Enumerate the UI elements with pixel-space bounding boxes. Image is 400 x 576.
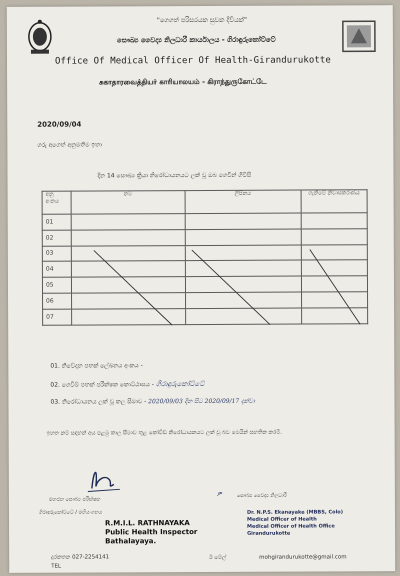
field-quarantine-period-value: 2020/09/03 දින සිට 2020/09/17 දක්වා [148,397,255,406]
letter-date: 2020/09/04 [37,120,82,129]
document-page [7,5,395,573]
row-number: 03 [42,246,71,262]
phi-title: Public Health Inspector [105,528,198,537]
header-address: ලිපිනය [185,190,301,214]
phi-area: Bathalayaya. [105,537,157,546]
phone-number: 027-2254141 [72,554,110,561]
table-caption: දින 14 සෞඛ්‍ය ක්‍රියා නිරෝධායනයට ලක් වූ ඔබ ගෙවීන් ගිවිසි [97,171,252,180]
email-address: mohgirandurukotte@gmail.com [259,554,347,561]
phi-stamp [105,519,197,546]
header-number: අනු අංකය [42,191,71,214]
phi-area-caption: ගිරාඳුරුකෝට්ටේ / මහියංගනය [38,509,103,516]
field-phi-area-label: 02. ගෙවීම් පතක් පරීක්ෂක කොට්ඨාසය - [50,381,154,389]
office-title-tamil: சுகாதாரவைத்தியர் காரியாலயம் - கிராந்துருகோட்டே [99,77,267,87]
field-quarantine-period [50,398,255,407]
slogan: "ගෙගත් පරිසරයක සුවක දිවියක්" [156,15,248,25]
field-phi-area-value: ගිරාඳුරුකෝට්ටේ [155,379,205,389]
phone-contact [51,554,109,561]
field-phi-area [50,380,204,390]
header-name: නම [71,191,185,214]
closing-statement: ඉහත නම් සඳහන් අය පළමු කාල සීමාව තුළ කෝවිඩ් නිරෝධායනයට ලක් වූ බව මෙයින් සහතික කරමි. [46,429,283,437]
phi-signature-icon [84,458,124,498]
row-number: 07 [43,309,72,325]
moh-name: Dr. N.P.S. Ekanayake (MBBS, Colo) [246,509,344,516]
row-number: 02 [42,230,71,246]
field-quarantine-period-label: 03. නිරෝධායනය ලක් වූ කල සීමාව - [50,398,147,406]
strike-through-marks [42,189,369,340]
row-number: 04 [42,261,71,277]
moh-initials: ዎ [216,489,222,498]
office-title-sinhala: සෞඛ්‍ය වෛද්‍ය නිලධාරී කාර්යාලය - ගිරාඳුරුකෝට්ටේ [116,35,276,45]
phi-name: R.M.I.L. RATHNAYAKA [105,519,190,528]
row-number: 01 [42,214,71,230]
row-number: 06 [43,293,72,309]
sri-lanka-emblem-icon [25,19,55,57]
email-label: ඊ මේල් [209,554,227,561]
moh-title-2: Medical Officer of Health Office [247,523,335,530]
phi-caption: මහජන සෞඛ්‍ය පරීක්ෂක [48,496,101,503]
field-notice-number: 01. නිවේදන පතක් ලේඛනය අංකය - [50,362,143,370]
phone-label: දුරකතන [51,554,71,561]
moh-stamp [247,509,343,537]
moh-title-1: Medical Officer of Health [246,516,317,523]
office-title-english: Office Of Medical Officer Of Health-Girandurukotte [54,55,331,67]
row-number: 05 [42,277,71,293]
tel-label: TEL [51,563,62,570]
moh-area: Girandurukotte [247,530,291,537]
moh-caption: සෞඛ්‍ය වෛද්‍ය නිලධාරී [236,492,287,499]
recipient-line: ගරු අගෙත් අනුමතිම ඉතා [37,141,103,149]
official-stamp-icon [341,19,377,53]
header-housing: ගැනීමේ නිවාසකරණය [301,190,367,213]
